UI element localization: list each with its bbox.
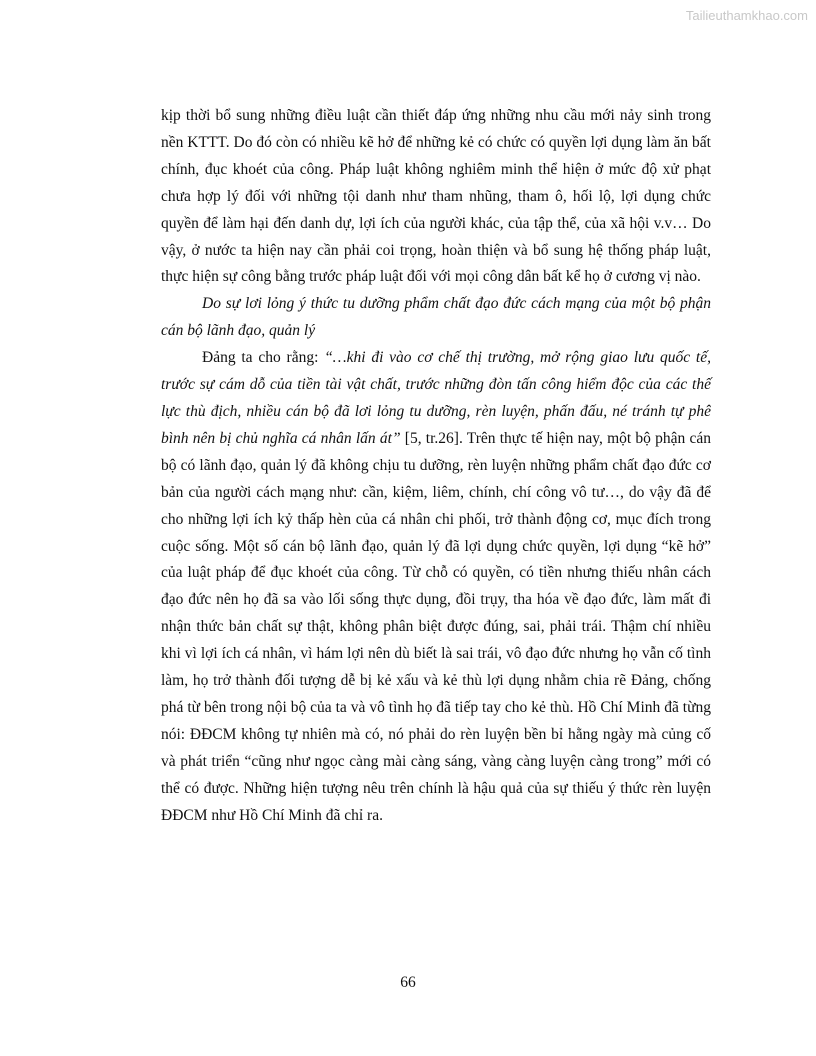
paragraph-continuation: kịp thời bổ sung những điều luật cần thiết đáp ứng những nhu cầu mới nảy sinh trong nền KTTT. Do đó còn có nhiều kẽ hở để những kẻ có chức có quyền lợi dụng làm ăn bất chính, đục khoét của công. Pháp luật không nghiêm minh thể hiện ở mức độ xử phạt chưa hợp lý đối với những tội danh như tham nhũng, tham ô, hối lộ, lợi dụng chức quyền để làm hại đến danh dự, lợi ích của người khác, của tập thể, của xã hội v.v… Do vậy, ở nước ta hiện nay cần phải coi trọng, hoàn thiện và bổ sung hệ thống pháp luật, thực hiện sự công bằng trước pháp luật đối với mọi công dân bất kể họ ở cương vị nào.: [161, 107, 711, 286]
paragraph-rest: [5, tr.26]. Trên thực tế hiện nay, một bộ phận cán bộ có lãnh đạo, quản lý đã không chịu tu dưỡng, rèn luyện những phẩm chất đạo đức cơ bản của người cách mạng như: cần, kiệm, liêm, chính, chí công vô tư…, do vậy đã để cho những lợi ích kỷ thấp hèn của cá nhân chi phối, trở thành động cơ, mục đích trong cuộc sống. Một số cán bộ lãnh đạo, quản lý đã lợi dụng chức quyền, lợi dụng “kẽ hở” của luật pháp để đục khoét của công. Từ chỗ có quyền, có tiền nhưng thiếu nhân cách đạo đức nên họ đã sa vào lối sống thực dụng, đồi trụy, tha hóa về đạo đức, làm mất đi nhận thức bản chất sự thật, không phân biệt được đúng, sai, phải trái. Thậm chí nhiều khi vì lợi ích cá nhân, vì hám lợi nên dù biết là sai trái, vô đạo đức nhưng họ vẫn cố tình làm, họ trở thành đối tượng dễ bị kẻ xấu và kẻ thù lợi dụng nhằm chia rẽ Đảng, chống phá từ bên trong nội bộ của ta và vô tình họ đã tiếp tay cho kẻ thù. Hồ Chí Minh đã từng nói: ĐĐCM không tự nhiên mà có, nó phải do rèn luyện bền bỉ hằng ngày mà củng cố và phát triển “cũng như ngọc càng mài càng sáng, vàng càng luyện càng trong” mới có thể có được. Những hiện tượng nêu trên chính là hậu quả của sự thiếu ý thức rèn luyện ĐĐCM như Hồ Chí Minh đã chỉ ra.: [161, 429, 711, 824]
document-body: [161, 103, 711, 829]
section-heading: [161, 291, 711, 345]
paragraph-main: [161, 345, 711, 829]
section-heading-text: Do sự lơi lỏng ý thức tu dưỡng phẩm chất đạo đức cách mạng của một bộ phận cán bộ lãnh đạo, quản lý: [161, 295, 711, 340]
page-number: 66: [400, 974, 416, 991]
watermark: Tailieuthamkhao.com: [685, 8, 808, 23]
paragraph-lead: Đảng ta cho rằng:: [202, 349, 325, 367]
party-quote: “…khi đi vào cơ chế thị trường, mở rộng giao lưu quốc tế, trước sự cám dỗ của tiền tài vật chất, trước những đòn tấn công hiểm độc của các thế lực thù địch, nhiều cán bộ đã lơi lỏng tu dưỡng, rèn luyện, phấn đấu, né tránh tự phê bình nên bị chủ nghĩa cá nhân lấn át”: [161, 349, 711, 447]
